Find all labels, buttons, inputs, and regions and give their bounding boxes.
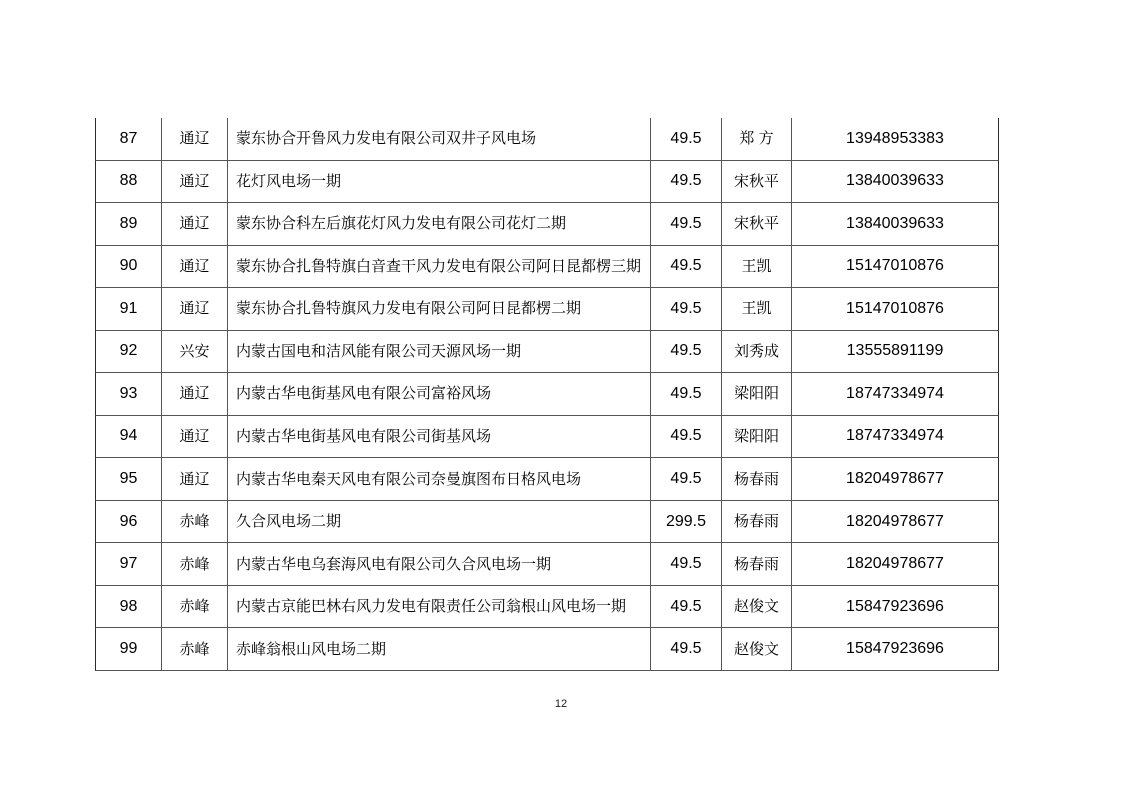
cell-region: 赤峰 xyxy=(162,543,228,586)
cell-name: 内蒙古华电街基风电有限公司富裕风场 xyxy=(228,373,651,416)
cell-name: 花灯风电场一期 xyxy=(228,161,651,204)
cell-index: 88 xyxy=(95,161,162,204)
cell-capacity: 49.5 xyxy=(651,458,722,501)
cell-capacity: 49.5 xyxy=(651,331,722,374)
cell-contact: 宋秋平 xyxy=(722,161,792,204)
cell-capacity: 49.5 xyxy=(651,203,722,246)
cell-index: 92 xyxy=(95,331,162,374)
cell-region: 赤峰 xyxy=(162,586,228,629)
cell-capacity: 49.5 xyxy=(651,628,722,671)
cell-name: 蒙东协合扎鲁特旗白音查干风力发电有限公司阿日昆都楞三期 xyxy=(228,246,651,289)
cell-contact: 杨春雨 xyxy=(722,543,792,586)
table-row xyxy=(95,203,999,246)
page-footer xyxy=(0,698,1122,710)
cell-name: 蒙东协合科左后旗花灯风力发电有限公司花灯二期 xyxy=(228,203,651,246)
cell-region: 通辽 xyxy=(162,288,228,331)
cell-capacity: 49.5 xyxy=(651,586,722,629)
cell-name: 赤峰翁根山风电场二期 xyxy=(228,628,651,671)
cell-phone: 13840039633 xyxy=(792,161,999,204)
cell-region: 通辽 xyxy=(162,246,228,289)
page-number: 12 xyxy=(554,698,568,710)
table-row xyxy=(95,373,999,416)
cell-phone: 13555891199 xyxy=(792,331,999,374)
table-row xyxy=(95,246,999,289)
cell-capacity: 49.5 xyxy=(651,161,722,204)
cell-index: 99 xyxy=(95,628,162,671)
cell-contact: 赵俊文 xyxy=(722,586,792,629)
table-row xyxy=(95,288,999,331)
cell-region: 通辽 xyxy=(162,416,228,459)
cell-name: 内蒙古华电街基风电有限公司街基风场 xyxy=(228,416,651,459)
cell-region: 赤峰 xyxy=(162,501,228,544)
cell-index: 87 xyxy=(95,118,162,161)
cell-region: 兴安 xyxy=(162,331,228,374)
cell-phone: 15847923696 xyxy=(792,628,999,671)
cell-index: 91 xyxy=(95,288,162,331)
cell-phone: 18747334974 xyxy=(792,373,999,416)
cell-name: 久合风电场二期 xyxy=(228,501,651,544)
cell-phone: 18204978677 xyxy=(792,458,999,501)
cell-contact: 郑 方 xyxy=(722,118,792,161)
cell-capacity: 49.5 xyxy=(651,118,722,161)
table-row xyxy=(95,416,999,459)
cell-capacity: 49.5 xyxy=(651,373,722,416)
cell-capacity: 49.5 xyxy=(651,246,722,289)
cell-region: 通辽 xyxy=(162,458,228,501)
table-row xyxy=(95,501,999,544)
cell-name: 蒙东协合扎鲁特旗风力发电有限公司阿日昆都楞二期 xyxy=(228,288,651,331)
cell-region: 通辽 xyxy=(162,373,228,416)
cell-capacity: 49.5 xyxy=(651,288,722,331)
cell-index: 89 xyxy=(95,203,162,246)
cell-phone: 13948953383 xyxy=(792,118,999,161)
cell-name: 内蒙古华电秦天风电有限公司奈曼旗图布日格风电场 xyxy=(228,458,651,501)
cell-phone: 18204978677 xyxy=(792,543,999,586)
cell-region: 赤峰 xyxy=(162,628,228,671)
cell-contact: 宋秋平 xyxy=(722,203,792,246)
cell-index: 90 xyxy=(95,246,162,289)
cell-contact: 赵俊文 xyxy=(722,628,792,671)
table-row xyxy=(95,458,999,501)
wind-farm-table xyxy=(95,118,999,671)
table-row xyxy=(95,586,999,629)
cell-index: 95 xyxy=(95,458,162,501)
cell-phone: 18204978677 xyxy=(792,501,999,544)
cell-contact: 杨春雨 xyxy=(722,458,792,501)
cell-name: 内蒙古京能巴林右风力发电有限责任公司翁根山风电场一期 xyxy=(228,586,651,629)
cell-name: 内蒙古国电和洁风能有限公司天源风场一期 xyxy=(228,331,651,374)
cell-name: 蒙东协合开鲁风力发电有限公司双井子风电场 xyxy=(228,118,651,161)
cell-index: 93 xyxy=(95,373,162,416)
cell-phone: 15147010876 xyxy=(792,246,999,289)
table-row xyxy=(95,543,999,586)
cell-contact: 王凯 xyxy=(722,288,792,331)
cell-phone: 18747334974 xyxy=(792,416,999,459)
cell-region: 通辽 xyxy=(162,161,228,204)
cell-index: 98 xyxy=(95,586,162,629)
cell-capacity: 49.5 xyxy=(651,416,722,459)
cell-contact: 王凯 xyxy=(722,246,792,289)
cell-phone: 15147010876 xyxy=(792,288,999,331)
cell-phone: 13840039633 xyxy=(792,203,999,246)
cell-index: 96 xyxy=(95,501,162,544)
table-row xyxy=(95,331,999,374)
cell-region: 通辽 xyxy=(162,203,228,246)
cell-contact: 杨春雨 xyxy=(722,501,792,544)
cell-contact: 梁阳阳 xyxy=(722,416,792,459)
cell-region: 通辽 xyxy=(162,118,228,161)
cell-phone: 15847923696 xyxy=(792,586,999,629)
cell-index: 97 xyxy=(95,543,162,586)
cell-capacity: 49.5 xyxy=(651,543,722,586)
cell-name: 内蒙古华电乌套海风电有限公司久合风电场一期 xyxy=(228,543,651,586)
cell-capacity: 299.5 xyxy=(651,501,722,544)
table-row xyxy=(95,161,999,204)
table-row xyxy=(95,628,999,671)
cell-contact: 刘秀成 xyxy=(722,331,792,374)
cell-contact: 梁阳阳 xyxy=(722,373,792,416)
cell-index: 94 xyxy=(95,416,162,459)
table-row xyxy=(95,118,999,161)
